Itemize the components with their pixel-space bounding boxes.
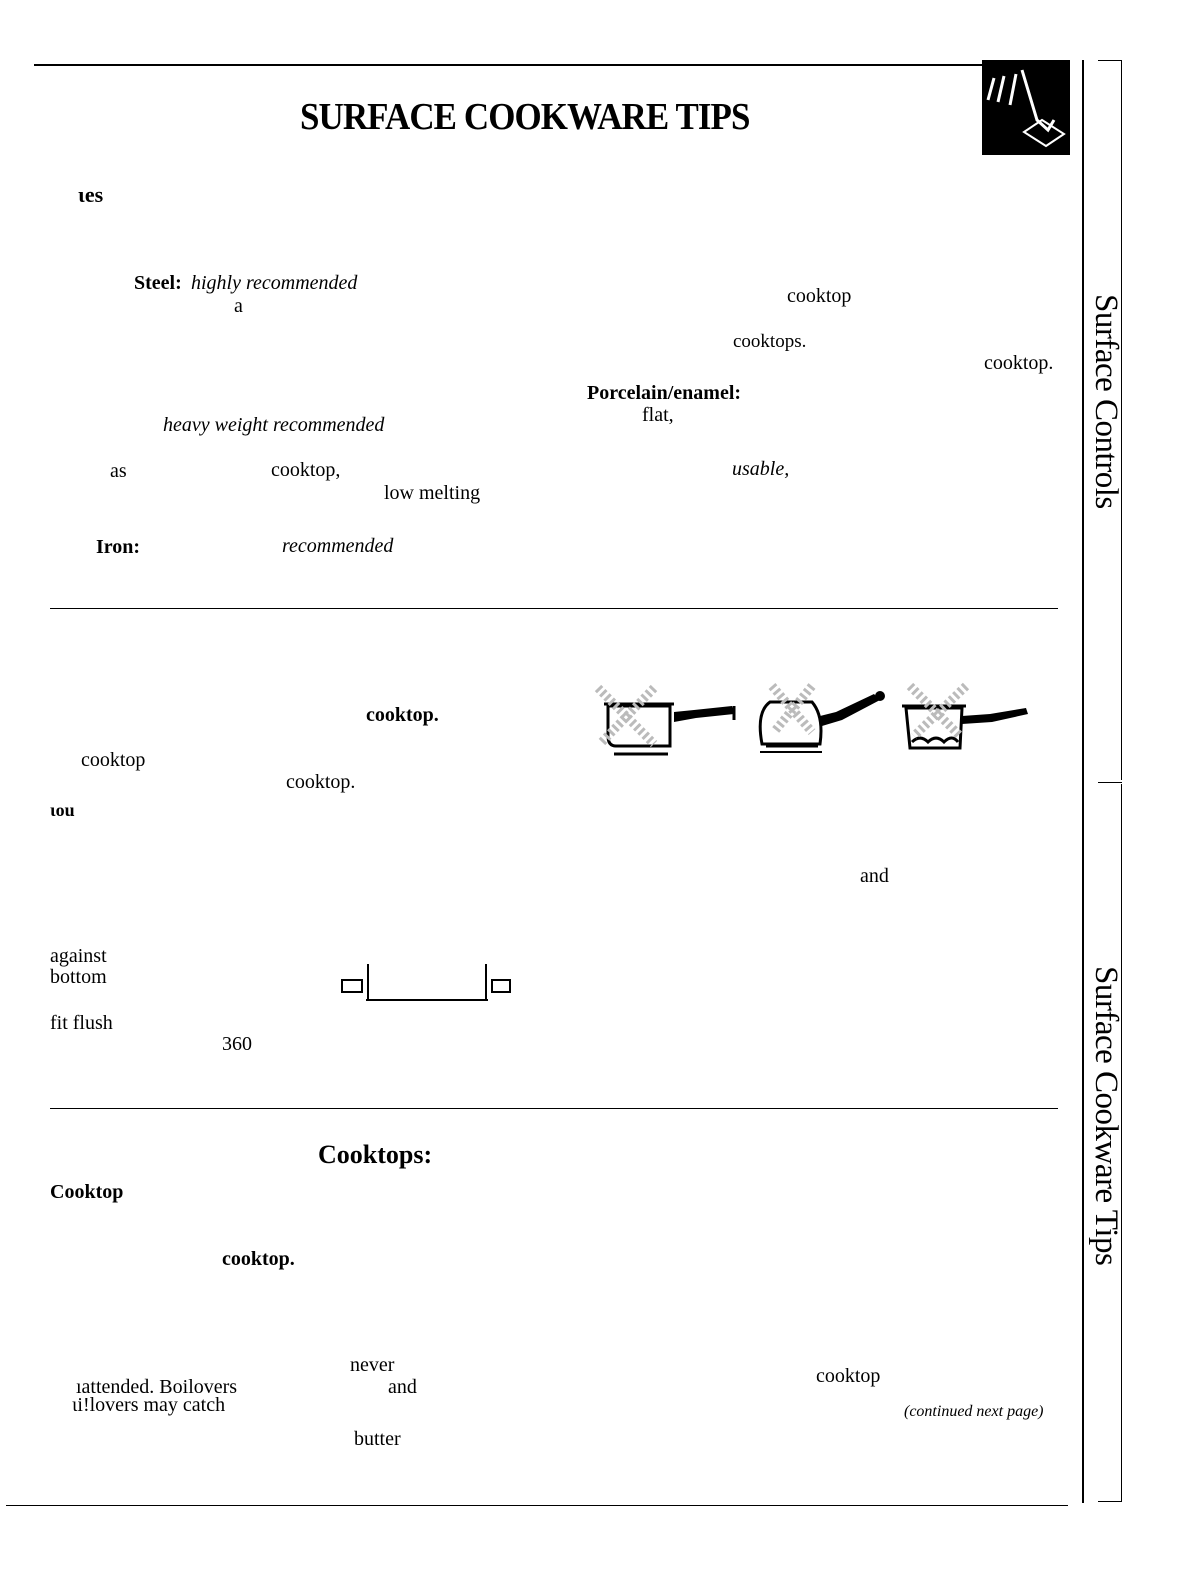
text-unattended: ıattended. Boilovers [76,1376,238,1398]
text-fit-flush: fit flush [50,1012,113,1034]
text-usable: usable, [732,458,790,480]
text-bottom: bottom [50,966,107,988]
hand-touch-icon [982,60,1070,155]
section1-heading-fragment: ɩes [78,182,104,207]
crossed-out-kettle-icon [752,682,892,762]
continued-note: (continued next page) [904,1403,1044,1420]
text-spillovers: ɩi!lovers may catch [72,1394,226,1416]
cooktop-label: Cooktop [50,1181,124,1203]
text-cooktops-b: cooktops. [733,331,807,352]
text-and-s2: and [860,865,889,887]
side-tab-surface-controls: Surface Controls [1088,294,1124,509]
text-360: 360 [222,1033,252,1055]
text-cooktop-e: cooktop [81,749,146,771]
text-low-melting: low melting [384,482,481,504]
text-as: as [110,460,127,482]
bottom-rule [6,1505,1068,1506]
porcelain-label: Porcelain/enamel: [587,382,742,404]
text-cooktop-d: cooktop, [271,459,341,481]
steel-recommendation: highly recommended [191,272,358,294]
text-cooktop-f: cooktop. [286,771,356,793]
side-tick-top [1098,60,1122,61]
crossed-out-pan-icon [594,684,744,764]
text-and-s3: and [388,1376,417,1398]
text-cooktop-c: cooktop. [984,352,1054,374]
side-tab-surface-cookware-tips: Surface Cookware Tips [1088,966,1124,1266]
crossed-out-saucepan-icon [900,686,1040,766]
heavy-recommendation: heavy weight recommended [163,414,385,436]
side-rule [1082,60,1084,1503]
side-tick-bottom [1098,1501,1122,1502]
iron-label: Iron: [96,536,141,558]
text-cooktop-a: cooktop [787,285,852,307]
section-divider-1 [50,608,1058,609]
flat-bottom-pan-icon [338,960,518,1010]
text-cooktop-g: cooktop. [222,1248,295,1270]
side-tick-mid [1098,782,1122,783]
text-recommended: recommended [282,535,394,557]
top-rule [34,64,984,66]
text-cooktop-h: cooktop [816,1365,881,1387]
page-title: SURFACE COOKWARE TIPS [300,96,750,138]
section2-heading-fragment: ɩou [50,800,75,820]
text-flat: flat, [642,404,674,426]
cooktop-heading: cooktop. [366,704,439,726]
text-a: a [234,295,243,317]
text-never: never [350,1354,395,1376]
section-divider-2 [50,1108,1058,1109]
steel-label: Steel: [134,272,182,294]
text-against: against [50,945,107,967]
text-butter: butter [354,1428,401,1450]
cooktops-heading: Cooktops: [318,1140,433,1169]
